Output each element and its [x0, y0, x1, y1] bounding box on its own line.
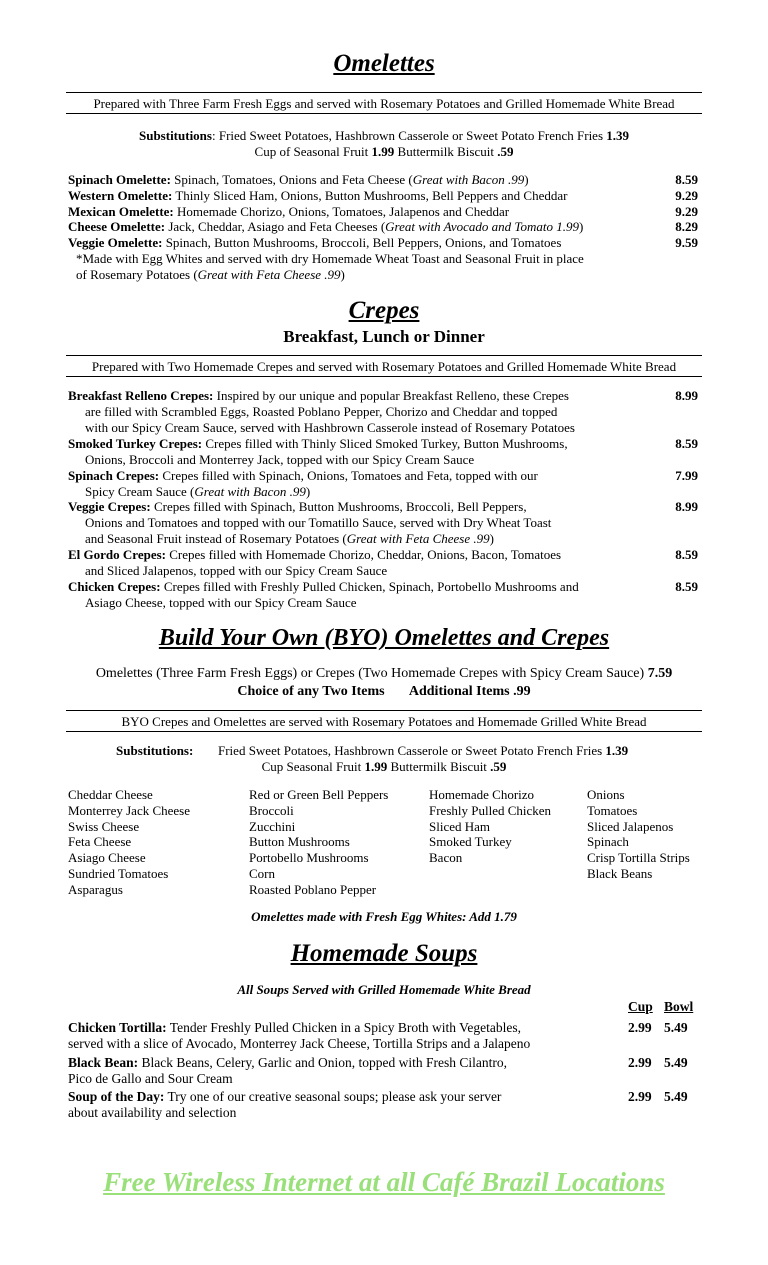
byo-line1: Omelettes (Three Farm Fresh Eggs) or Crepes (Two Homemade Crepes with Spicy Cream Sauce) 7.59 — [95, 666, 673, 681]
item-price: 8.59 — [675, 547, 698, 562]
divider — [66, 710, 702, 711]
divider — [66, 113, 702, 114]
byo-ingredient: Corn — [249, 865, 275, 881]
byo-subs-label: Substitutions: — [116, 743, 194, 758]
byo-ingredient: Bacon — [429, 850, 463, 866]
byo-ingredient: Sliced Ham — [429, 818, 491, 834]
omelettes-title: Omelettes — [333, 50, 435, 77]
item-price: 7.99 — [675, 467, 698, 483]
byo-additional: Additional Items .99 — [408, 684, 531, 699]
note-line2: of Rosemary Potatoes (Great with Feta Cheese .99) — [76, 267, 345, 282]
item-name: Breakfast Relleno Crepes: — [68, 388, 214, 403]
item-price: 9.29 — [675, 187, 698, 203]
byo-ingredient: Tomatoes — [587, 802, 638, 818]
item-name: Veggie Crepes: — [68, 499, 151, 515]
byo-column-meats — [429, 787, 551, 866]
byo-title: Build Your Own (BYO) Omelettes and Crepes — [158, 625, 610, 651]
item-price: 9.59 — [675, 235, 698, 251]
byo-ingredient: Asiago Cheese — [68, 850, 146, 866]
crepes-subtitle: Breakfast, Lunch or Dinner — [283, 327, 485, 346]
soups-subtitle: All Soups Served with Grilled Homemade White Bread — [237, 982, 531, 997]
item-description: Spinach, Tomatoes, Onions and Feta Cheese (Great with Bacon .99) — [174, 172, 529, 187]
item-price: 8.29 — [675, 219, 698, 235]
item-name: Spinach Omelette: — [68, 172, 171, 187]
item-name: Western Omelette: — [68, 187, 173, 203]
soup-bowl-price: 5.49 — [664, 1020, 688, 1035]
crepe-item: Chicken Crepes: Crepes filled with Freshly Pulled Chicken, Spinach, Portobello Mushrooms and Asiago Cheese, topped with our Spicy Cream Sauce — [68, 578, 579, 610]
crepe-item: Smoked Turkey Crepes: Crepes filled with Thinly Sliced Smoked Turkey, Button Mushrooms, Onions, Broccoli and Monterrey Jack, topped with our Spicy Cream Sauce — [68, 435, 568, 467]
omelettes-note — [76, 251, 676, 283]
soup-item: Soup of the Day: Try one of our creative seasonal soups; please ask your server about availability and selection — [68, 1089, 502, 1120]
soups-title: Homemade Soups — [290, 940, 478, 967]
byo-subs-line1: Fried Sweet Potatoes, Hashbrown Casserole or Sweet Potato French Fries 1.39 — [218, 743, 629, 758]
item-price: 8.59 — [675, 578, 698, 594]
crepe-item: El Gordo Crepes: Crepes filled with Homemade Chorizo, Cheddar, Onions, Bacon, Tomatoes and Sliced Jalapenos, topped with our Spicy Cream Sauce — [68, 547, 562, 578]
item-price: 8.99 — [675, 388, 698, 403]
divider — [66, 731, 702, 732]
item-description: Jack, Cheddar, Asiago and Feta Cheeses (Great with Avocado and Tomato 1.99) — [168, 219, 584, 235]
byo-ingredient: Sliced Jalapenos — [587, 818, 674, 834]
byo-ingredient: Spinach — [587, 834, 629, 850]
byo-ingredient: Roasted Poblano Pepper — [249, 881, 377, 897]
item-name: Chicken Crepes: — [68, 578, 161, 594]
soup-name: Chicken Tortilla: — [68, 1020, 167, 1035]
omelettes-description: Prepared with Three Farm Fresh Eggs and served with Rosemary Potatoes and Grilled Homemade White Bread — [93, 96, 675, 111]
byo-description: BYO Crepes and Omelettes are served with Rosemary Potatoes and Homemade Grilled White Bread — [121, 714, 647, 729]
byo-ingredient: Zucchini — [249, 818, 296, 834]
soup-cup-price: 2.99 — [628, 1020, 652, 1035]
byo-subs-line2: Cup Seasonal Fruit 1.99 Buttermilk Biscuit .59 — [261, 759, 507, 774]
crepes-title: Crepes — [348, 297, 420, 324]
item-name: Spinach Crepes: — [68, 467, 160, 483]
soup-cup-price: 2.99 — [628, 1089, 652, 1104]
crepe-item: Breakfast Relleno Crepes: Inspired by our unique and popular Breakfast Relleno, these Crepes are filled with Scrambled Eggs, Roasted Poblano Pepper, Chorizo and Cheddar and topped with our Spicy Cream Sauce, served with Hashbrown Casserole instead of Rosemary Potatoes — [68, 388, 575, 435]
byo-ingredient: Button Mushrooms — [249, 834, 350, 850]
byo-column-extras — [587, 787, 690, 882]
footer-wifi: Free Wireless Internet at all Café Brazil Locations — [103, 1167, 665, 1197]
byo-column-cheeses — [68, 787, 190, 898]
byo-ingredient: Cheddar Cheese — [68, 787, 153, 802]
item-description: Homemade Chorizo, Onions, Tomatoes, Jalapenos and Cheddar — [177, 203, 510, 219]
divider — [66, 355, 702, 356]
omelettes-subs-line2: Cup of Seasonal Fruit 1.99 Buttermilk Biscuit .59 — [254, 144, 514, 159]
item-price: 8.59 — [675, 435, 698, 451]
soup-item: Chicken Tortilla: Tender Freshly Pulled Chicken in a Spicy Broth with Vegetables, served with a slice of Avocado, Monterrey Jack Cheese, Tortilla Strips and a Jalapeno — [68, 1020, 531, 1051]
note-line1: *Made with Egg Whites and served with dry Homemade Wheat Toast and Seasonal Fruit in place — [76, 251, 584, 266]
byo-ingredient: Feta Cheese — [68, 834, 132, 850]
byo-ingredient: Homemade Chorizo — [429, 787, 535, 802]
byo-choice-line — [0, 684, 768, 700]
omelette-item — [68, 235, 658, 251]
omelettes-substitutions: Substitutions: Fried Sweet Potatoes, Hashbrown Casserole or Sweet Potato French Fries 1.39 — [138, 128, 630, 143]
item-name: Mexican Omelette: — [68, 203, 174, 219]
byo-egg-whites: Omelettes made with Fresh Egg Whites: Add 1.79 — [251, 909, 517, 924]
soup-name: Soup of the Day: — [68, 1089, 165, 1104]
byo-ingredient: Portobello Mushrooms — [249, 850, 369, 866]
item-name: Cheese Omelette: — [68, 219, 166, 235]
item-name: Veggie Omelette: — [68, 235, 163, 251]
item-name: El Gordo Crepes: — [68, 547, 166, 562]
omelette-item — [68, 172, 658, 188]
byo-ingredient: Smoked Turkey — [429, 834, 512, 850]
soup-name: Black Bean: — [68, 1055, 139, 1070]
soup-bowl-price: 5.49 — [664, 1089, 688, 1104]
byo-ingredient: Onions — [587, 787, 625, 802]
cup-header: Cup — [628, 999, 653, 1014]
byo-ingredient: Freshly Pulled Chicken — [429, 802, 552, 818]
byo-ingredient: Black Beans — [587, 865, 653, 881]
byo-ingredient: Asparagus — [68, 881, 123, 897]
omelette-item — [68, 219, 658, 235]
byo-ingredient: Crisp Tortilla Strips — [587, 850, 690, 866]
item-description: Spinach, Button Mushrooms, Broccoli, Bell Peppers, Onions, and Tomatoes — [165, 235, 562, 251]
omelette-item — [68, 188, 658, 204]
item-price: 8.99 — [675, 499, 698, 515]
item-name: Smoked Turkey Crepes: — [68, 435, 203, 451]
byo-ingredient: Red or Green Bell Peppers — [249, 787, 389, 802]
crepes-description: Prepared with Two Homemade Crepes and served with Rosemary Potatoes and Grilled Homemade White Bread — [91, 359, 677, 374]
byo-ingredient: Swiss Cheese — [68, 818, 140, 834]
omelette-item — [68, 204, 658, 220]
byo-ingredient: Sundried Tomatoes — [68, 865, 169, 881]
byo-ingredient: Broccoli — [249, 802, 294, 818]
crepe-item: Spinach Crepes: Crepes filled with Spinach, Onions, Tomatoes and Feta, topped with our Spicy Cream Sauce (Great with Bacon .99) — [68, 467, 538, 499]
divider — [66, 92, 702, 93]
soup-cup-price: 2.99 — [628, 1055, 652, 1070]
omelettes-subs-line1: Fried Sweet Potatoes, Hashbrown Casserole or Sweet Potato French Fries 1.39 — [218, 128, 630, 143]
item-price: 8.59 — [675, 172, 698, 187]
byo-column-vegetables — [249, 787, 388, 898]
item-description: Thinly Sliced Ham, Onions, Button Mushrooms, Bell Peppers and Cheddar — [175, 187, 568, 203]
crepe-item: Veggie Crepes: Crepes filled with Spinach, Button Mushrooms, Broccoli, Bell Peppers, Onions and Tomatoes and topped with our Tomatillo Sauce, served with Dry Wheat Toast and Seasonal Fruit instead of Rosemary Potatoes (Great with Feta Cheese .99) — [68, 499, 552, 547]
soup-bowl-price: 5.49 — [664, 1055, 688, 1070]
soup-item: Black Bean: Black Beans, Celery, Garlic and Onion, topped with Fresh Cilantro, Pico de Gallo and Sour Cream — [68, 1055, 507, 1086]
byo-choice: Choice of any Two Items — [237, 684, 385, 699]
divider — [66, 376, 702, 377]
item-price: 9.29 — [675, 203, 698, 219]
bowl-header: Bowl — [664, 999, 694, 1014]
byo-ingredient: Monterrey Jack Cheese — [68, 802, 191, 818]
